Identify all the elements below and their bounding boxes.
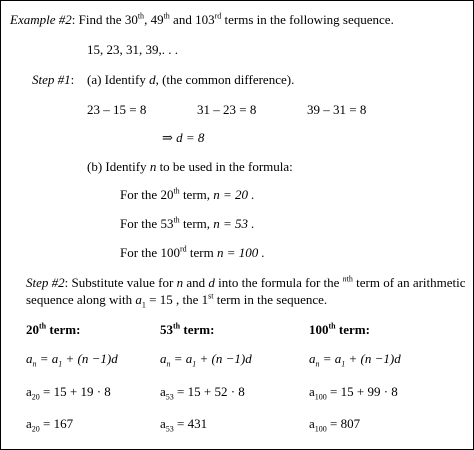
part-b-text: to be used in the formula:	[156, 159, 293, 174]
sub-1: 1	[141, 300, 146, 310]
step2-text: = 15 , the 1	[145, 292, 209, 307]
example-text: terms in the following sequence.	[221, 12, 394, 27]
diff-1: 23 – 15 = 8	[87, 102, 147, 117]
sup-n: n	[342, 274, 347, 284]
step2-text: into the formula for the	[214, 275, 343, 290]
col-head-20	[26, 322, 80, 337]
case-text: For the 53	[120, 216, 174, 231]
colon: :	[70, 72, 75, 87]
head-num: 20	[26, 322, 39, 337]
step2-line1	[26, 275, 466, 290]
var-n: n	[176, 275, 184, 290]
diff-3: 39 – 31 = 8	[307, 102, 367, 117]
sup-rd: rd	[214, 11, 222, 21]
case-text: term,	[179, 187, 214, 202]
subst-100: $a_{100} = 15 + 99 \cdot 8$	[309, 384, 398, 402]
case-eq: n = 20 .	[213, 187, 255, 202]
sup-th: th	[173, 215, 180, 225]
case-text: For the 100	[120, 245, 180, 260]
formula-53: $a_n = a_1 + (n -1)d$	[160, 351, 252, 369]
step2-text: sequence along with	[26, 292, 136, 307]
var-d: d	[208, 275, 215, 290]
subst-20: $a_{20} = 15 + 19 \cdot 8$	[26, 384, 111, 402]
case-text: term,	[179, 216, 214, 231]
step1-label: Step #1	[32, 72, 71, 87]
col-head-53	[160, 322, 214, 337]
example-label: Example #2	[10, 12, 72, 27]
part-b-text: (b) Identify	[87, 159, 150, 174]
step2-text: : Substitute value for	[64, 275, 177, 290]
example-text: and 103	[169, 12, 215, 27]
part-a-text: (a) Identify	[87, 72, 150, 87]
var-a: a	[135, 292, 142, 307]
step2-label: Step #2	[26, 275, 65, 290]
head-num: 53	[160, 322, 173, 337]
formula-100: $a_n = a_1 + (n -1)d$	[309, 351, 401, 369]
d-result: ⇒ d = 8	[162, 130, 205, 145]
case-100	[120, 245, 265, 260]
sup-th: th	[346, 274, 353, 284]
step1-heading	[32, 72, 74, 87]
sup-th: th	[173, 321, 181, 331]
step2-text: term in the sequence.	[213, 292, 328, 307]
step2-line2	[26, 291, 328, 310]
sup-th: th	[137, 11, 145, 21]
case-text: For the 20	[120, 187, 174, 202]
example-text: : Find the 30	[71, 12, 138, 27]
var-n: n	[149, 159, 157, 174]
case-eq: n = 53 .	[213, 216, 255, 231]
head-num: 100	[309, 322, 329, 337]
sup-th: th	[173, 186, 180, 196]
step2-text: and	[183, 275, 209, 290]
subst-53: $a_{53} = 15 + 52 \cdot 8$	[160, 384, 245, 402]
step1-part-b	[87, 159, 293, 174]
example-heading	[10, 12, 394, 27]
step2-text: term of an arithmetic	[352, 275, 466, 290]
sup-th: th	[39, 321, 47, 331]
example-text: , 49	[144, 12, 164, 27]
answer-20: $a_{20} = 167$	[26, 416, 74, 434]
case-text: term	[186, 245, 217, 260]
col-head-100	[309, 322, 370, 337]
head-word: term:	[180, 322, 215, 337]
case-53	[120, 216, 255, 231]
head-word: term:	[46, 322, 81, 337]
var-d: d	[149, 72, 156, 87]
answer-53: $a_{53} = 431$	[160, 416, 208, 434]
sup-st: st	[208, 291, 214, 301]
sup-rd: rd	[179, 244, 187, 254]
diff-2: 31 – 23 = 8	[197, 102, 257, 117]
case-eq: n = 100 .	[216, 245, 265, 260]
sup-th: th	[163, 11, 170, 21]
answer-100: $a_{100} = 807$	[309, 416, 361, 434]
sequence: 15, 23, 31, 39,. . .	[87, 42, 178, 57]
step1-part-a	[87, 72, 294, 87]
head-word: term:	[335, 322, 370, 337]
case-20	[120, 187, 255, 202]
sup-th: th	[328, 321, 336, 331]
part-a-text: , (the common difference).	[155, 72, 295, 87]
formula-20: $a_n = a_1 + (n -1)d$	[26, 351, 118, 369]
